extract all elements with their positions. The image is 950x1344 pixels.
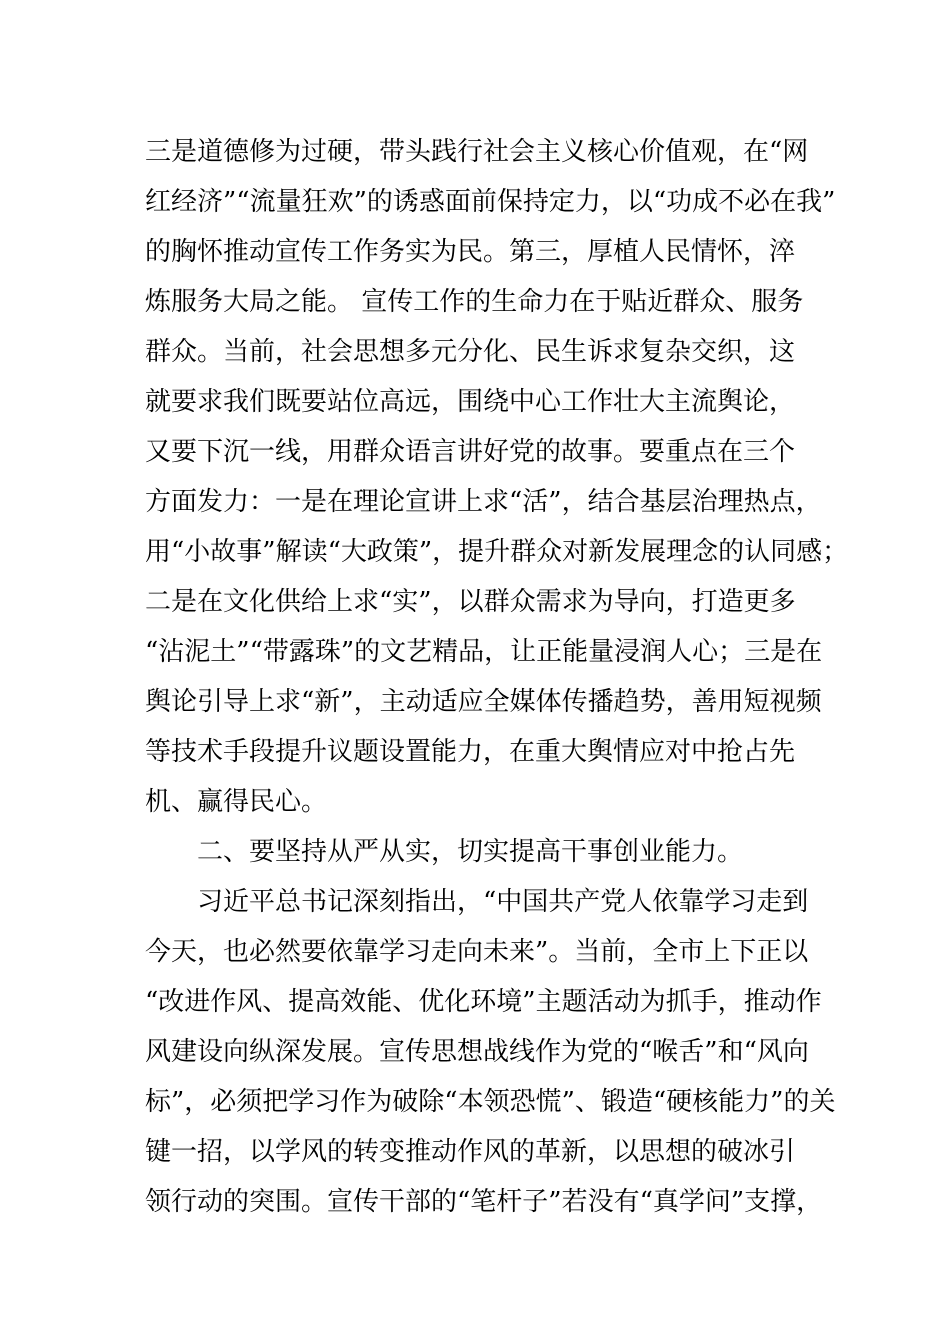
text-line: 炼服务大局之能。 宣传工作的生命力在于贴近群众、服务 — [145, 287, 804, 317]
text-line: 风建设向纵深发展。宣传思想战线作为党的“喉舌”和“风向 — [145, 1037, 809, 1067]
text-line: 标”，必须把学习作为破除“本领恐慌”、锻造“硬核能力”的关 — [145, 1087, 836, 1117]
text-line: 等技术手段提升议题设置能力，在重大舆情应对中抢占先 — [145, 737, 796, 767]
text-line: 习近平总书记深刻指出，“中国共产党人依靠学习走到 — [197, 887, 809, 917]
text-line: 又要下沉一线，用群众语言讲好党的故事。要重点在三个 — [145, 437, 796, 467]
text-line: 用“小故事”解读“大政策”，提升群众对新发展理念的认同感； — [145, 537, 849, 567]
document-body — [145, 127, 849, 1227]
text-line: “沾泥土”“带露珠”的文艺精品，让正能量浸润人心；三是在 — [145, 637, 823, 667]
text-line: 二是在文化供给上求“实”，以群众需求为导向，打造更多 — [145, 587, 796, 617]
text-line: 方面发力：一是在理论宣讲上求“活”，结合基层治理热点， — [145, 487, 822, 517]
text-line: 的胸怀推动宣传工作务实为民。第三，厚植人民情怀，淬 — [145, 237, 796, 267]
text-line: 键一招，以学风的转变推动作风的革新，以思想的破冰引 — [145, 1137, 796, 1167]
text-line: “改进作风、提高效能、优化环境”主题活动为抓手，推动作 — [145, 987, 822, 1017]
text-line: 三是道德修为过硬，带头践行社会主义核心价值观，在“网 — [145, 137, 809, 167]
text-line: 舆论引导上求“新”，主动适应全媒体传播趋势，善用短视频 — [145, 687, 822, 717]
section-heading: 二、要坚持从严从实，切实提高干事创业能力。 — [197, 837, 744, 867]
text-line: 就要求我们既要站位高远，围绕中心工作壮大主流舆论， — [145, 387, 796, 417]
text-line: 红经济”“流量狂欢”的诱惑面前保持定力，以“功成不必在我” — [145, 187, 836, 217]
text-line: 领行动的突围。宣传干部的“笔杆子”若没有“真学问”支撑， — [145, 1187, 823, 1217]
text-line: 今天，也必然要依靠学习走向未来”。当前，全市上下正以 — [145, 937, 809, 967]
text-line: 机、赢得民心。 — [145, 787, 328, 817]
text-line: 群众。当前，社会思想多元分化、民生诉求复杂交织，这 — [145, 337, 796, 367]
